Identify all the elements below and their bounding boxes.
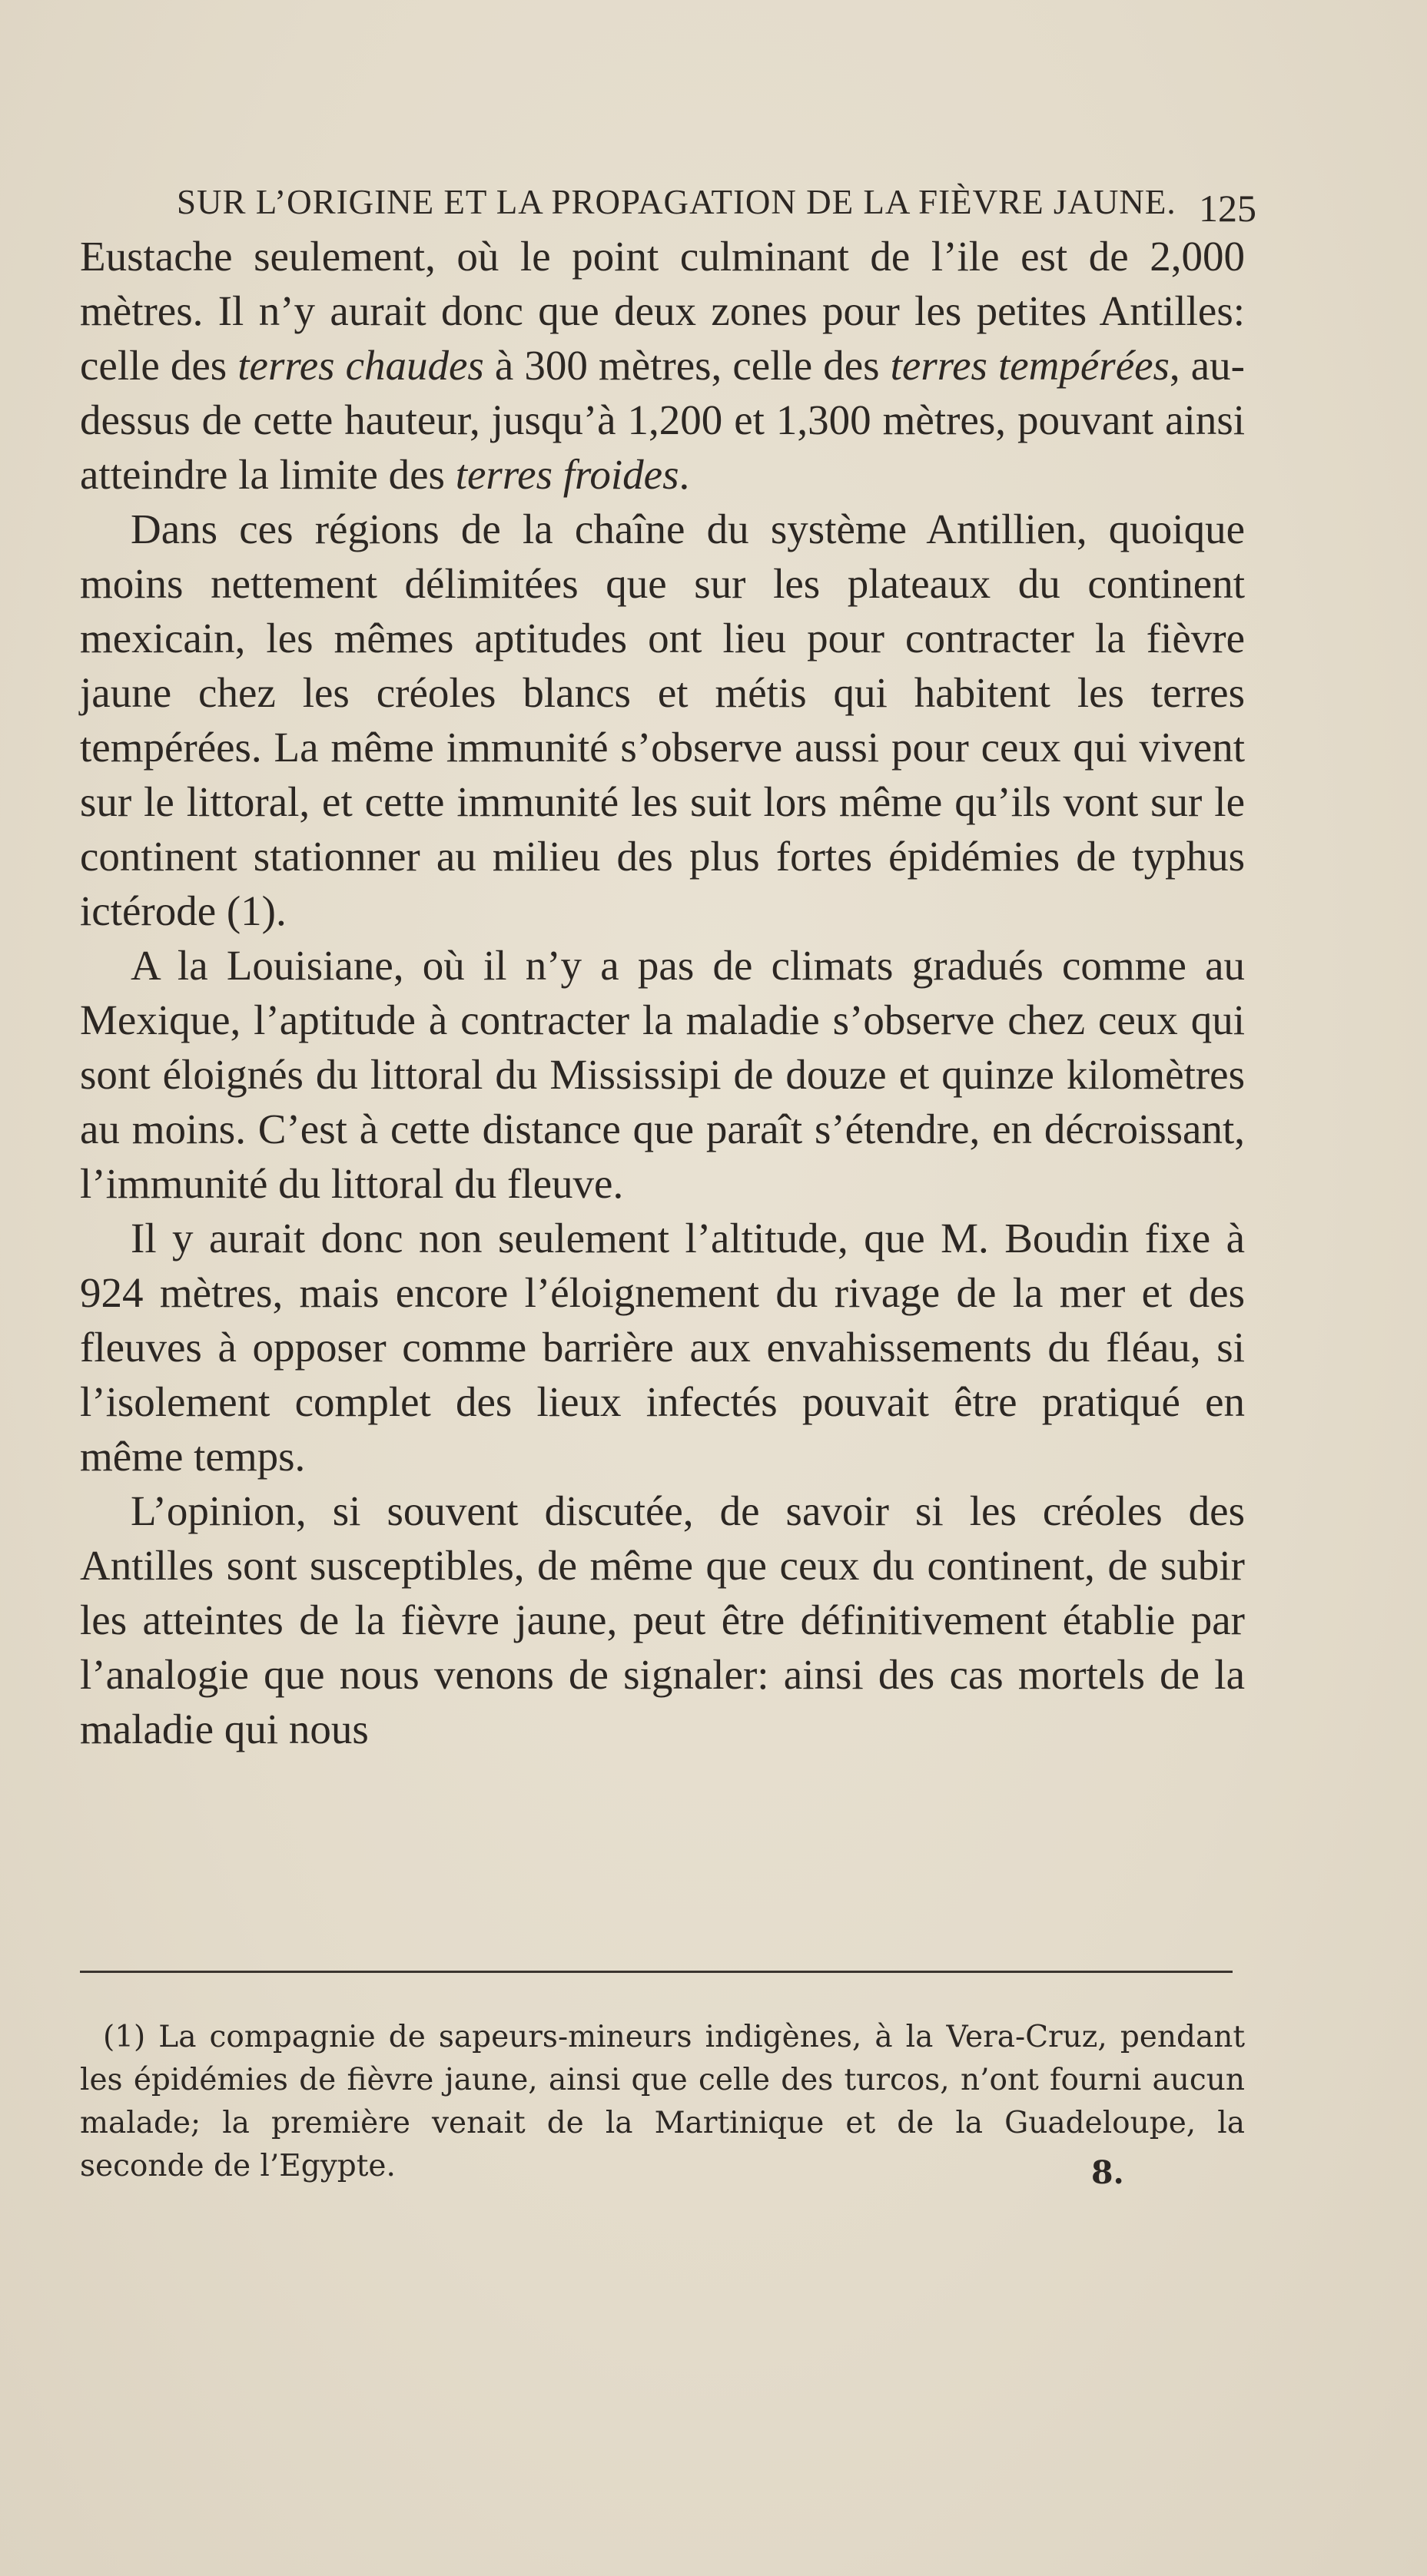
page-number: 125: [1199, 187, 1256, 230]
paragraph-5: L’opinion, si souvent discutée, de savoir si les créoles des Antilles sont susceptibles, de même que ceux du continent, de subir les atteintes de la fièvre jaune, peut être définitivement établie par l’analogie que nous venons de signaler: ainsi des cas mortels de la maladie qui nous: [80, 1487, 1245, 1752]
page-header: [177, 175, 1256, 229]
paragraph-3: A la Louisiane, où il n’y a pas de climats gradués comme au Mexique, l’aptitude à contracter la maladie s’observe chez ceux qui sont éloignés du littoral du Mississipi de douze et quinze kilomètres au moins. C’est à cette distance que paraît s’étendre, en décroissant, l’immunité du littoral du fleuve.: [80, 942, 1245, 1207]
paragraph-1-text-a: Eustache seulement, où le point culminant de l’ile est de 2,000 mètres. Il n’y aurait donc que deux zones pour les petites Antilles: celle des: [80, 233, 1245, 389]
footnote-divider: [80, 1971, 1233, 1973]
paragraph-2: Dans ces régions de la chaîne du système Antillien, quoique moins nettement délimitées que sur les plateaux du continent mexicain, les mêmes aptitudes ont lieu pour contracter la fièvre jaune chez les créoles blancs et métis qui habitent les terres tempérées. La même immunité s’observe aussi pour ceux qui vivent sur le littoral, et cette immunité les suit lors même qu’ils vont sur le continent stationner au milieu des plus fortes épidémies de typhus ictérode (1).: [80, 506, 1245, 934]
italic-terres-temperees: terres tempérées: [890, 342, 1170, 389]
body-text: [80, 229, 1245, 1756]
paragraph-4: Il y aurait donc non seulement l’altitude, que M. Boudin fixe à 924 mètres, mais encore l’éloignement du rivage de la mer et des fleuves à opposer comme barrière aux envahissements du fléau, si l’isolement complet des lieux infectés pouvait être pratiqué en même temps.: [80, 1215, 1245, 1480]
footnote-text: (1) La compagnie de sapeurs-mineurs indigènes, à la Vera-Cruz, pendant les épidémies de fièvre jaune, ainsi que celle des turcos, n’ont fourni aucun malade; la première venait de la Martinique et de la Guadeloupe, la seconde de l’Egypte.: [80, 2020, 1245, 2183]
paragraph-1-text-c: , au-dessus de cette hauteur, jusqu’à 1,200 et 1,300 mètres, pouvant ainsi atteindre la limite des: [80, 342, 1245, 498]
paragraph-1-text-b: à 300 mètres, celle des: [483, 342, 891, 389]
paragraph-1-text-d: .: [679, 451, 690, 498]
footnote: [80, 2016, 1245, 2188]
italic-terres-chaudes: terres chaudes: [237, 342, 484, 389]
paragraph-1: [80, 229, 1245, 502]
italic-terres-froides: terres froides: [455, 451, 679, 498]
running-title: SUR L’ORIGINE ET LA PROPAGATION DE LA FIÈVRE JAUNE.: [177, 183, 1176, 221]
signature-mark: 8.: [1091, 2154, 1124, 2191]
